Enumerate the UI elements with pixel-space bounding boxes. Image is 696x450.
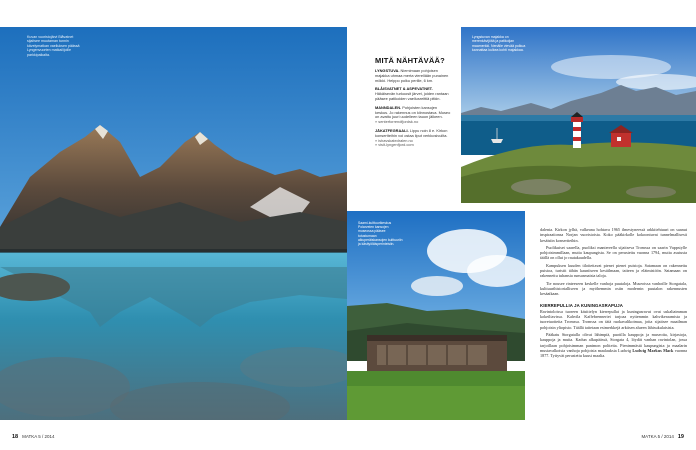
article-paragraph: dalenia. Kirkon jylhä, valkeana hohtava 1965 ilmestyneessä arkkitehtuuri on saanut inspiraationsa Norjan vuoristoista. Koko pääkirkolle kokoontuvat tunnelmallisesti kesäisiin konsertteihin. bbox=[540, 227, 687, 243]
sidebar-item bbox=[375, 129, 451, 148]
sidebar-item bbox=[375, 69, 451, 83]
article-paragraph: Tie nousee rinteeseen keskelle vanhoja puutaloja. Museoissa vanhoille Storgatala, kulttuurihistorialliseen ja myöhemmin osiin modernin puutalon rakennusten kesäaikaan. bbox=[540, 280, 687, 297]
sidebar-item-head: MANNDALEN. bbox=[375, 104, 402, 110]
sidebar-what-to-see bbox=[375, 56, 451, 152]
sidebar-title: MITÄ NÄHTÄVÄÄ? bbox=[375, 56, 445, 65]
article-paragraph bbox=[540, 332, 687, 358]
mountain-lake-photo bbox=[0, 27, 347, 420]
culture-center-caption: Saami-kulttuurikeskus Polarveien kansojen museossa pääsee tutustumaan alkuperäiskansojen kulttuuriin ja käsityöläisperinteisiin. bbox=[358, 221, 403, 247]
sidebar-item-head: BLÅISVATNET & ASPEVATNET. bbox=[375, 86, 433, 92]
article-paragraph: Kampuksen kuuden tiloitettavat pienet pienet puistoja. Satamaan on rakennettu puistoa, turistit tähän kauniiseen kesäilmaan, taiteen ja eläimistöön. Satamaan on rakennettu tuhansia runsasmaisia taloja. bbox=[540, 262, 687, 279]
sidebar-item-text: Pohjoisten kansojen keskus. Jo rakennus on kiinnostava. Museo on avattu juuri uudelleen tauon jälkeen. bbox=[375, 104, 451, 120]
article-paragraph-text: Pääkatu Storgatalla olivat lähimpiä, puotilla kauppoja ja museoita, kirjastoja, kauppoja ja muita. Kadun alkupäässä, Storgata 4, löydät vanhan ravintolan, jossa tarjoillaan pohjoisimman panimon poltteita. Pienimmästä kaupungista ja maalarin mustavalkoisia vanhoja pohjoisia maalauksia Ludwig bbox=[540, 332, 687, 353]
right-page-number: 19 bbox=[677, 434, 684, 440]
right-folio-label: MATKA 5 / 2014 bbox=[641, 434, 674, 439]
closing-text: vuonna 1877. Tyttyvät perustettu kuusi maalia. bbox=[540, 347, 688, 359]
sidebar-item-link[interactable]: » visit-lyngenfjord.com bbox=[375, 142, 414, 148]
sidebar-item-link[interactable]: » ishavskatedralen.no bbox=[375, 137, 413, 143]
article-paragraph: Ravintoloissa tuoreen käsittelyn kierrepullat ja kuningasravut ovat uskaliaimman kokeiltavissa. Kahvila Kaffebrenneriet tarjoaa nyttemmin kahvikeraamista ja tuoretuotteita Tromssa. Tromssa on tätä ruokavalikoimaa, joita sijaitsee maailman pohjoisin yliopisto. Täällä taitetaan esimerkkejä arktisen alueen lähisukulaisista. bbox=[540, 308, 687, 330]
lighthouse-photo bbox=[461, 27, 696, 203]
artist-name: Ludwig Markus Mack bbox=[632, 347, 674, 353]
sidebar-item bbox=[375, 106, 451, 125]
sidebar-item-head: JÄKATFEGRAALI. bbox=[375, 127, 409, 133]
left-folio bbox=[12, 434, 55, 440]
article-subhead: KIERREPULLIA JA KUNINGASRAPUJA bbox=[540, 302, 623, 308]
sidebar-item-link[interactable]: » senterforrendfjordsk.no bbox=[375, 119, 419, 125]
article-body bbox=[540, 227, 687, 361]
sidebar-item bbox=[375, 87, 451, 101]
left-page-number: 18 bbox=[12, 434, 19, 440]
lighthouse-photo-caption: Lyngstuvan majakka on merenkävijöitä ja patikoijan maamerkki. Nenälle vievää polkua kannattaa kulkea kohti majakkaa. bbox=[472, 35, 526, 52]
left-folio-label: MATKA 5 / 2014 bbox=[22, 434, 55, 439]
sidebar-item-text: Lippu noin 8 e. Kirkon konsertteihin voi ostaa liput verkkosivuilta. bbox=[375, 127, 448, 138]
sidebar-item-head: LYNGSTUVA. bbox=[375, 68, 400, 73]
sidebar-item-text: Häkäisevän turkoosit järvet, joiden rantaan pääsee patikoiden vaellusreittiä pitkin. bbox=[375, 91, 449, 101]
left-photo-caption: Kuvan vuoristojärvi Blåvatnet sijaitsee muutaman tunnin kävelymatkan vaelluksen päässä Lyngenvuorten matkailijoille parkkipaikalta. bbox=[27, 35, 80, 57]
right-folio bbox=[641, 434, 684, 440]
article-paragraph: Puolikuiset saarella, puoliksi mantereella sijaitseva Tromssa on saarin Vappstylle pohjoisimmillaan, mutta kaupungista. Se on perustettu vuonna 1794, mutta asutusta täällä on ollut jo rautakaudella. bbox=[540, 244, 687, 261]
sidebar-item-text: Niemimaan pohjoisen majakka uhmaa merta vierellään punainen mökki. Helppo polku perille, 6 km. bbox=[375, 68, 449, 83]
